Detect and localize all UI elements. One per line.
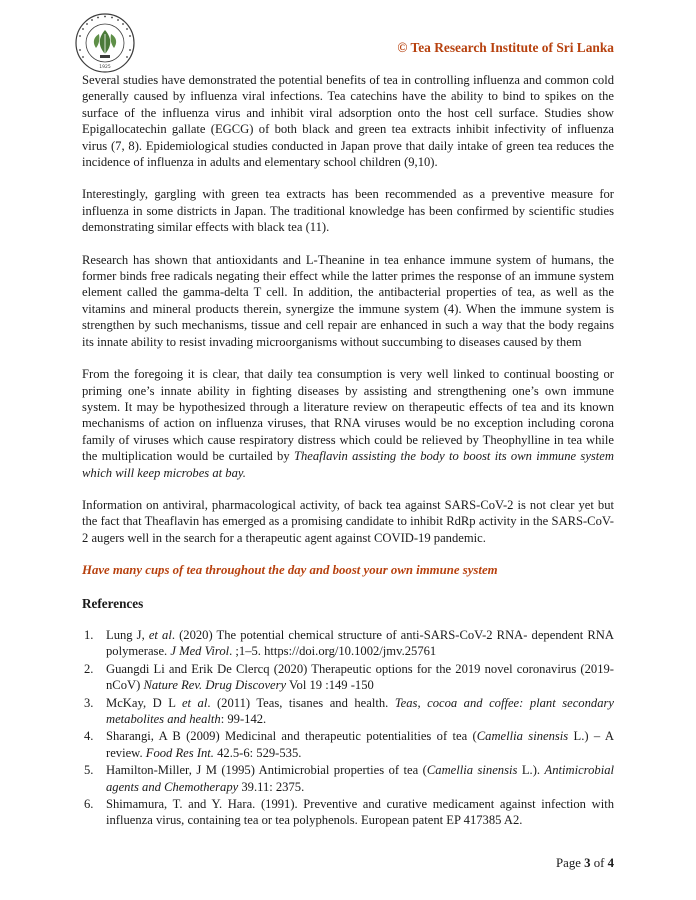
logo-year: 1925 <box>99 65 111 70</box>
paragraph-4-italic: Theaflavin assisting the body to boost its own immune system which will keep microbes at bay. <box>82 449 614 480</box>
paragraph-3: Research has shown that antioxidants and L-Theanine in tea enhance immune system of humans, the former binds free radicals negating their effect while the latter primes the response of an immune system element called the gamma-delta T cell. In addition, the antibacterial properties of tea, as well as the vitamins and mineral products therein, synergize the immune system (4). When the immune system is strengthen by such mechanisms, tissue and cell repair are enhanced in such a way that the body regains its innate ability to resist invading microorganisms without succumbing to diseases caused by them <box>82 252 614 349</box>
page-number: Page 3 of 4 <box>556 856 614 870</box>
main-content <box>82 72 614 830</box>
paragraph-5: Information on antiviral, pharmacological activity, of back tea against SARS-CoV-2 is not clear yet but the fact that Theaflavin has emerged as a promising candidate to inhibit RdRp activity in the SARS-CoV-2 augers well in the search for a therapeutic agent against COVID-19 pandemic. <box>82 497 614 545</box>
paragraph-4 <box>82 366 614 481</box>
references-heading: References <box>82 595 144 611</box>
reference-item: 5. Hamilton-Miller, J M (1995) Antimicrobial properties of tea (Camellia sinensis L.). Antimicrobial agents and Chemotherapy 39.11: 2375. <box>84 763 615 794</box>
reference-item: 4. Sharangi, A B (2009) Medicinal and therapeutic potentialities of tea (Camellia sinensis L.) – A review. Food Res Int. 42.5-6: 529-535. <box>84 729 614 760</box>
reference-number: 5. <box>84 763 94 778</box>
reference-item: 2. Guangdi Li and Erik De Clercq (2020) Therapeutic options for the 2019 novel coronavirus (2019-nCoV) Nature Rev. Drug Discovery Vol 19 :149 -150 <box>84 661 614 693</box>
reference-item: 6. Shimamura, T. and Y. Hara. (1991). Preventive and curative medicament against infection with influenza virus, containing tea or tea polyphenols. European patent EP 417385 A2. <box>84 797 614 828</box>
current-page: 3 <box>584 856 591 870</box>
reference-number: 6. <box>84 797 94 812</box>
reference-number: 1. <box>84 627 94 642</box>
paragraph-1: Several studies have demonstrated the potential benefits of tea in controlling influenza and common cold generally caused by influenza viral infections. Tea catechins have the ability to bind to spikes on the surface of the influenza virus and inhibit viral adsorption onto the host cell surface. Studies show Epigallocatechin gallate (EGCG) of both black and green tea extracts inhibit infectivity of influenza virus (7, 8). Epidemiological studies conducted in Japan prove that daily intake of green tea reduces the incidence of influenza in adults and elementary school children (9,10). <box>82 73 614 170</box>
reference-item: 3. McKay, D L et al. (2011) Teas, tisanes and health. Teas, cocoa and coffee: plant secondary metabolites and health: 99-142. <box>84 695 614 726</box>
reference-number: 3. <box>84 695 94 710</box>
references-list <box>82 627 614 829</box>
reference-number: 4. <box>84 729 94 744</box>
paragraph-4-text: From the foregoing it is clear, that daily tea consumption is very well linked to continual boosting or priming one’s innate ability in fighting diseases by assisting and strengthening one’s own immune system. It may be hypothesized through a literature review on therapeutic effects of tea and its known mechanisms of action on influenza viruses, that RNA viruses would be no exception including corona family of viruses which cause respiratory distress which could be relieved by Theophylline in tea while the multiplication would be curtailed by <box>82 367 614 464</box>
total-pages: 4 <box>607 856 614 870</box>
reference-number: 2. <box>84 661 94 676</box>
reference-item: 1. Lung J, et al. (2020) The potential chemical structure of anti-SARS-CoV-2 RNA- dependent RNA polymerase. J Med Virol. ;1–5. https://doi.org/10.1002/jmv.25761 <box>84 627 614 659</box>
header-organization: © Tea Research Institute of Sri Lanka <box>397 40 614 55</box>
highlight-callout: Have many cups of tea throughout the day and boost your own immune system <box>82 563 498 578</box>
institute-logo-icon <box>74 12 136 74</box>
paragraph-2: Interestingly, gargling with green tea extracts has been recommended as a preventive measure for influenza in some districts in Japan. The traditional knowledge has been confirmed by scientific studies demonstrating similar effects with black tea (11). <box>82 187 614 235</box>
